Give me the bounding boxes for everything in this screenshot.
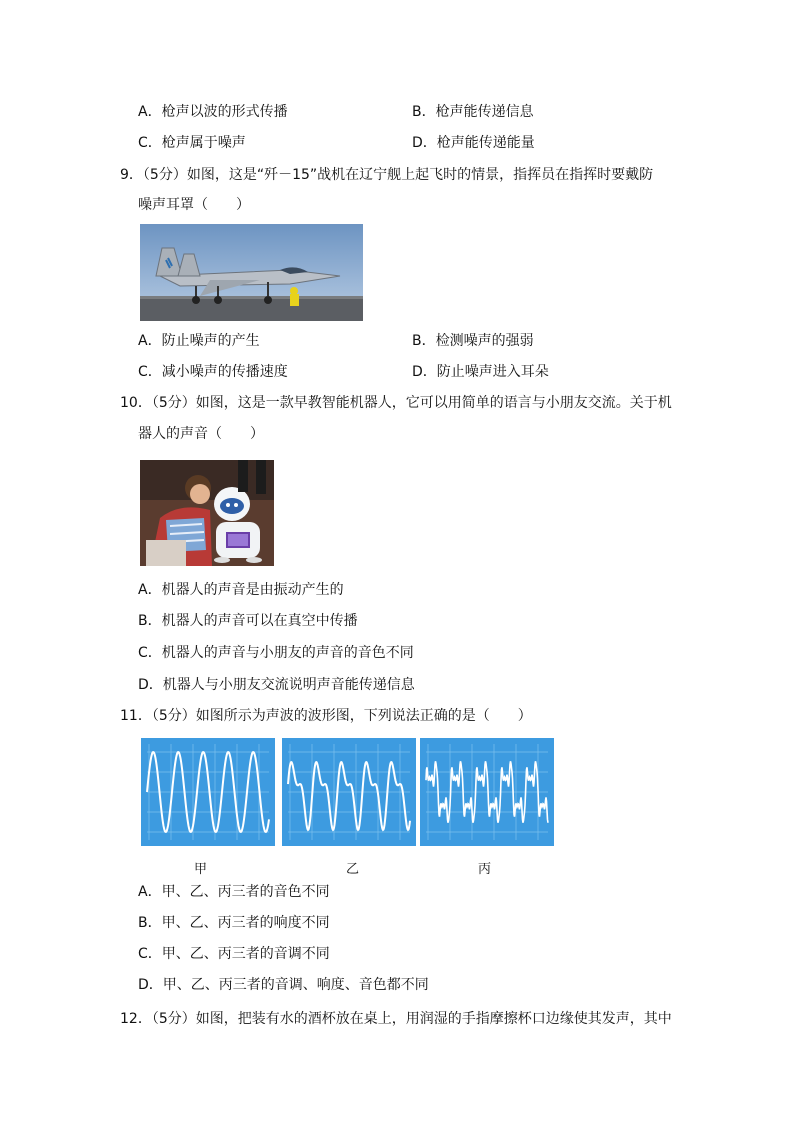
caption-bing: 丙 xyxy=(478,862,492,877)
waveform-yi xyxy=(282,738,416,846)
q10-option-a: A．机器人的声音是由振动产生的 xyxy=(138,582,344,598)
q11-option-d: D．甲、乙、丙三者的音调、响度、音色都不同 xyxy=(138,977,429,993)
waveform-jia xyxy=(141,738,275,846)
q11-stem: 11．（5分）如图所示为声波的波形图，下列说法正确的是（ ） xyxy=(120,708,532,724)
caption-yi: 乙 xyxy=(346,862,360,877)
q9-option-b: B．检测噪声的强弱 xyxy=(412,333,534,349)
q10-option-d: D．机器人与小朋友交流说明声音能传递信息 xyxy=(138,677,415,693)
q8-option-a: A．枪声以波的形式传播 xyxy=(138,104,288,120)
q10-stem-line2: 器人的声音（ ） xyxy=(138,426,264,442)
q8-option-d: D．枪声能传递能量 xyxy=(412,135,535,151)
q8-option-b: B．枪声能传递信息 xyxy=(412,104,534,120)
q9-stem-line1: 9．（5分）如图，这是“歼－15”战机在辽宁舰上起飞时的情景，指挥员在指挥时要戴防 xyxy=(120,167,654,183)
q11-option-c: C．甲、乙、丙三者的音调不同 xyxy=(138,946,330,962)
q9-option-a: A．防止噪声的产生 xyxy=(138,333,260,349)
child-robot-image xyxy=(140,460,274,566)
waveform-bing-svg xyxy=(420,738,554,846)
waveform-jia-svg xyxy=(141,738,275,846)
waveform-yi-svg xyxy=(282,738,416,846)
q10-option-c: C．机器人的声音与小朋友的声音的音色不同 xyxy=(138,645,414,661)
q9-jet-photo xyxy=(140,224,363,321)
q9-stem-line2: 噪声耳罩（ ） xyxy=(138,197,250,213)
q11-option-a: A．甲、乙、丙三者的音色不同 xyxy=(138,884,330,900)
jet-fighter-image xyxy=(140,224,363,321)
q10-stem-line1: 10．（5分）如图，这是一款早教智能机器人，它可以用简单的语言与小朋友交流。关于机 xyxy=(120,395,672,411)
q10-option-b: B．机器人的声音可以在真空中传播 xyxy=(138,613,358,629)
q9-option-d: D．防止噪声进入耳朵 xyxy=(412,364,549,380)
q10-robot-photo xyxy=(140,460,274,566)
caption-jia: 甲 xyxy=(194,862,208,877)
q8-option-c: C．枪声属于噪声 xyxy=(138,135,246,151)
q12-stem-line1: 12．（5分）如图，把装有水的酒杯放在桌上，用润湿的手指摩擦杯口边缘使其发声，其中 xyxy=(120,1011,672,1027)
waveform-bing xyxy=(420,738,554,846)
q9-option-c: C．减小噪声的传播速度 xyxy=(138,364,288,380)
q11-option-b: B．甲、乙、丙三者的响度不同 xyxy=(138,915,330,931)
